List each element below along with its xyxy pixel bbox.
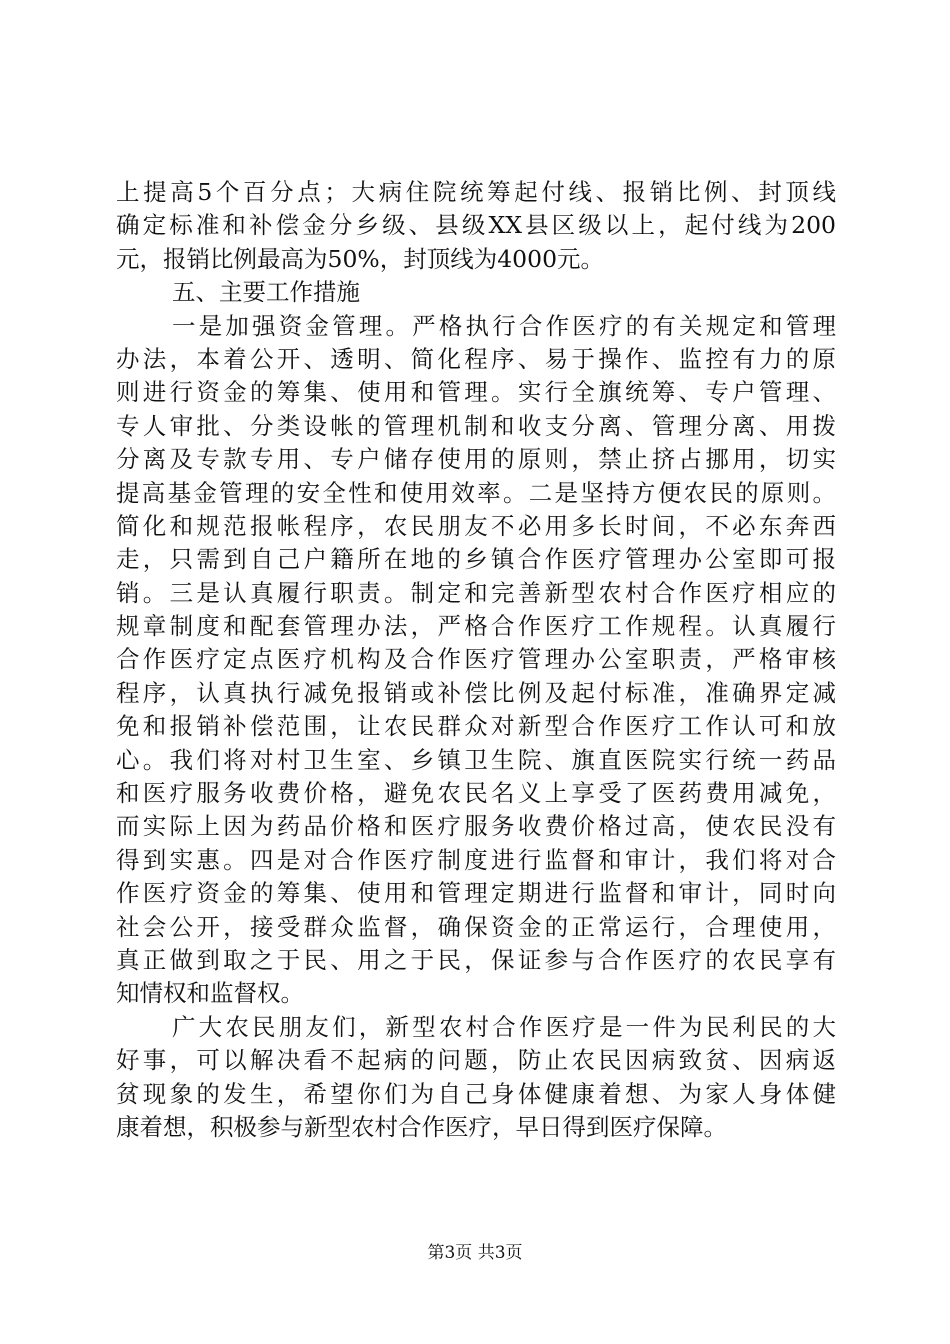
text-line: 办法，本着公开、透明、简化程序、易于操作、监控有力的原 — [116, 344, 836, 373]
text-line: 康着想，积极参与新型农村合作医疗，早日得到医疗保障。 — [116, 1112, 727, 1141]
text-line: 销。三是认真履行职责。制定和完善新型农村合作医疗相应的 — [116, 578, 836, 607]
text-line: 专人审批、分类设帐的管理机制和收支分离、管理分离、用拨 — [116, 411, 836, 440]
text-line: 而实际上因为药品价格和医疗服务收费价格过高，使农民没有 — [116, 812, 836, 841]
page-footer: 第3页 共3页 — [427, 1243, 523, 1263]
text-line: 贫现象的发生，希望你们为自己身体健康着想、为家人身体健 — [116, 1079, 836, 1108]
text-line: 得到实惠。四是对合作医疗制度进行监督和审计，我们将对合 — [116, 845, 836, 874]
text-line: 真正做到取之于民、用之于民，保证参与合作医疗的农民享有 — [116, 945, 836, 974]
text-line: 上提高5个百分点；大病住院统筹起付线、报销比例、封顶线 — [116, 178, 836, 206]
text-line: 简化和规范报帐程序，农民朋友不必用多长时间，不必东奔西 — [116, 511, 836, 540]
document-body — [116, 176, 836, 1144]
text-line: 走，只需到自己户籍所在地的乡镇合作医疗管理办公室即可报 — [116, 545, 836, 574]
text-line: 心。我们将对村卫生室、乡镇卫生院、旗直医院实行统一药品 — [116, 745, 836, 774]
text-line: 程序，认真执行减免报销或补偿比例及起付标准，准确界定减 — [116, 678, 836, 707]
text-line: 好事，可以解决看不起病的问题，防止农民因病致贫、因病返 — [116, 1046, 836, 1075]
text-line: 作医疗资金的筹集、使用和管理定期进行监督和审计，同时向 — [116, 879, 836, 908]
text-line: 社会公开，接受群众监督，确保资金的正常运行，合理使用， — [116, 912, 836, 941]
text-line: 则进行资金的筹集、使用和管理。实行全旗统筹、专户管理、 — [116, 378, 836, 407]
text-line: 提高基金管理的安全性和使用效率。二是坚持方便农民的原则。 — [116, 478, 836, 507]
text-line: 免和报销补偿范围，让农民群众对新型合作医疗工作认可和放 — [116, 712, 836, 741]
text-line: 一是加强资金管理。严格执行合作医疗的有关规定和管理 — [172, 311, 836, 340]
text-line: 广大农民朋友们，新型农村合作医疗是一件为民利民的大 — [172, 1012, 836, 1041]
text-line: 和医疗服务收费价格，避免农民名义上享受了医药费用减免， — [116, 779, 836, 808]
text-line: 五、主要工作措施 — [172, 278, 360, 307]
text-line: 知情权和监督权。 — [116, 979, 304, 1008]
text-line: 分离及专款专用、专户储存使用的原则，禁止挤占挪用，切实 — [116, 445, 836, 474]
text-line: 规章制度和配套管理办法，严格合作医疗工作规程。认真履行 — [116, 612, 836, 641]
text-line: 合作医疗定点医疗机构及合作医疗管理办公室职责，严格审核 — [116, 645, 836, 674]
text-line: 确定标准和补偿金分乡级、县级XX县区级以上，起付线为200 — [116, 211, 836, 240]
text-line: 元，报销比例最高为50%，封顶线为4000元。 — [116, 244, 605, 273]
